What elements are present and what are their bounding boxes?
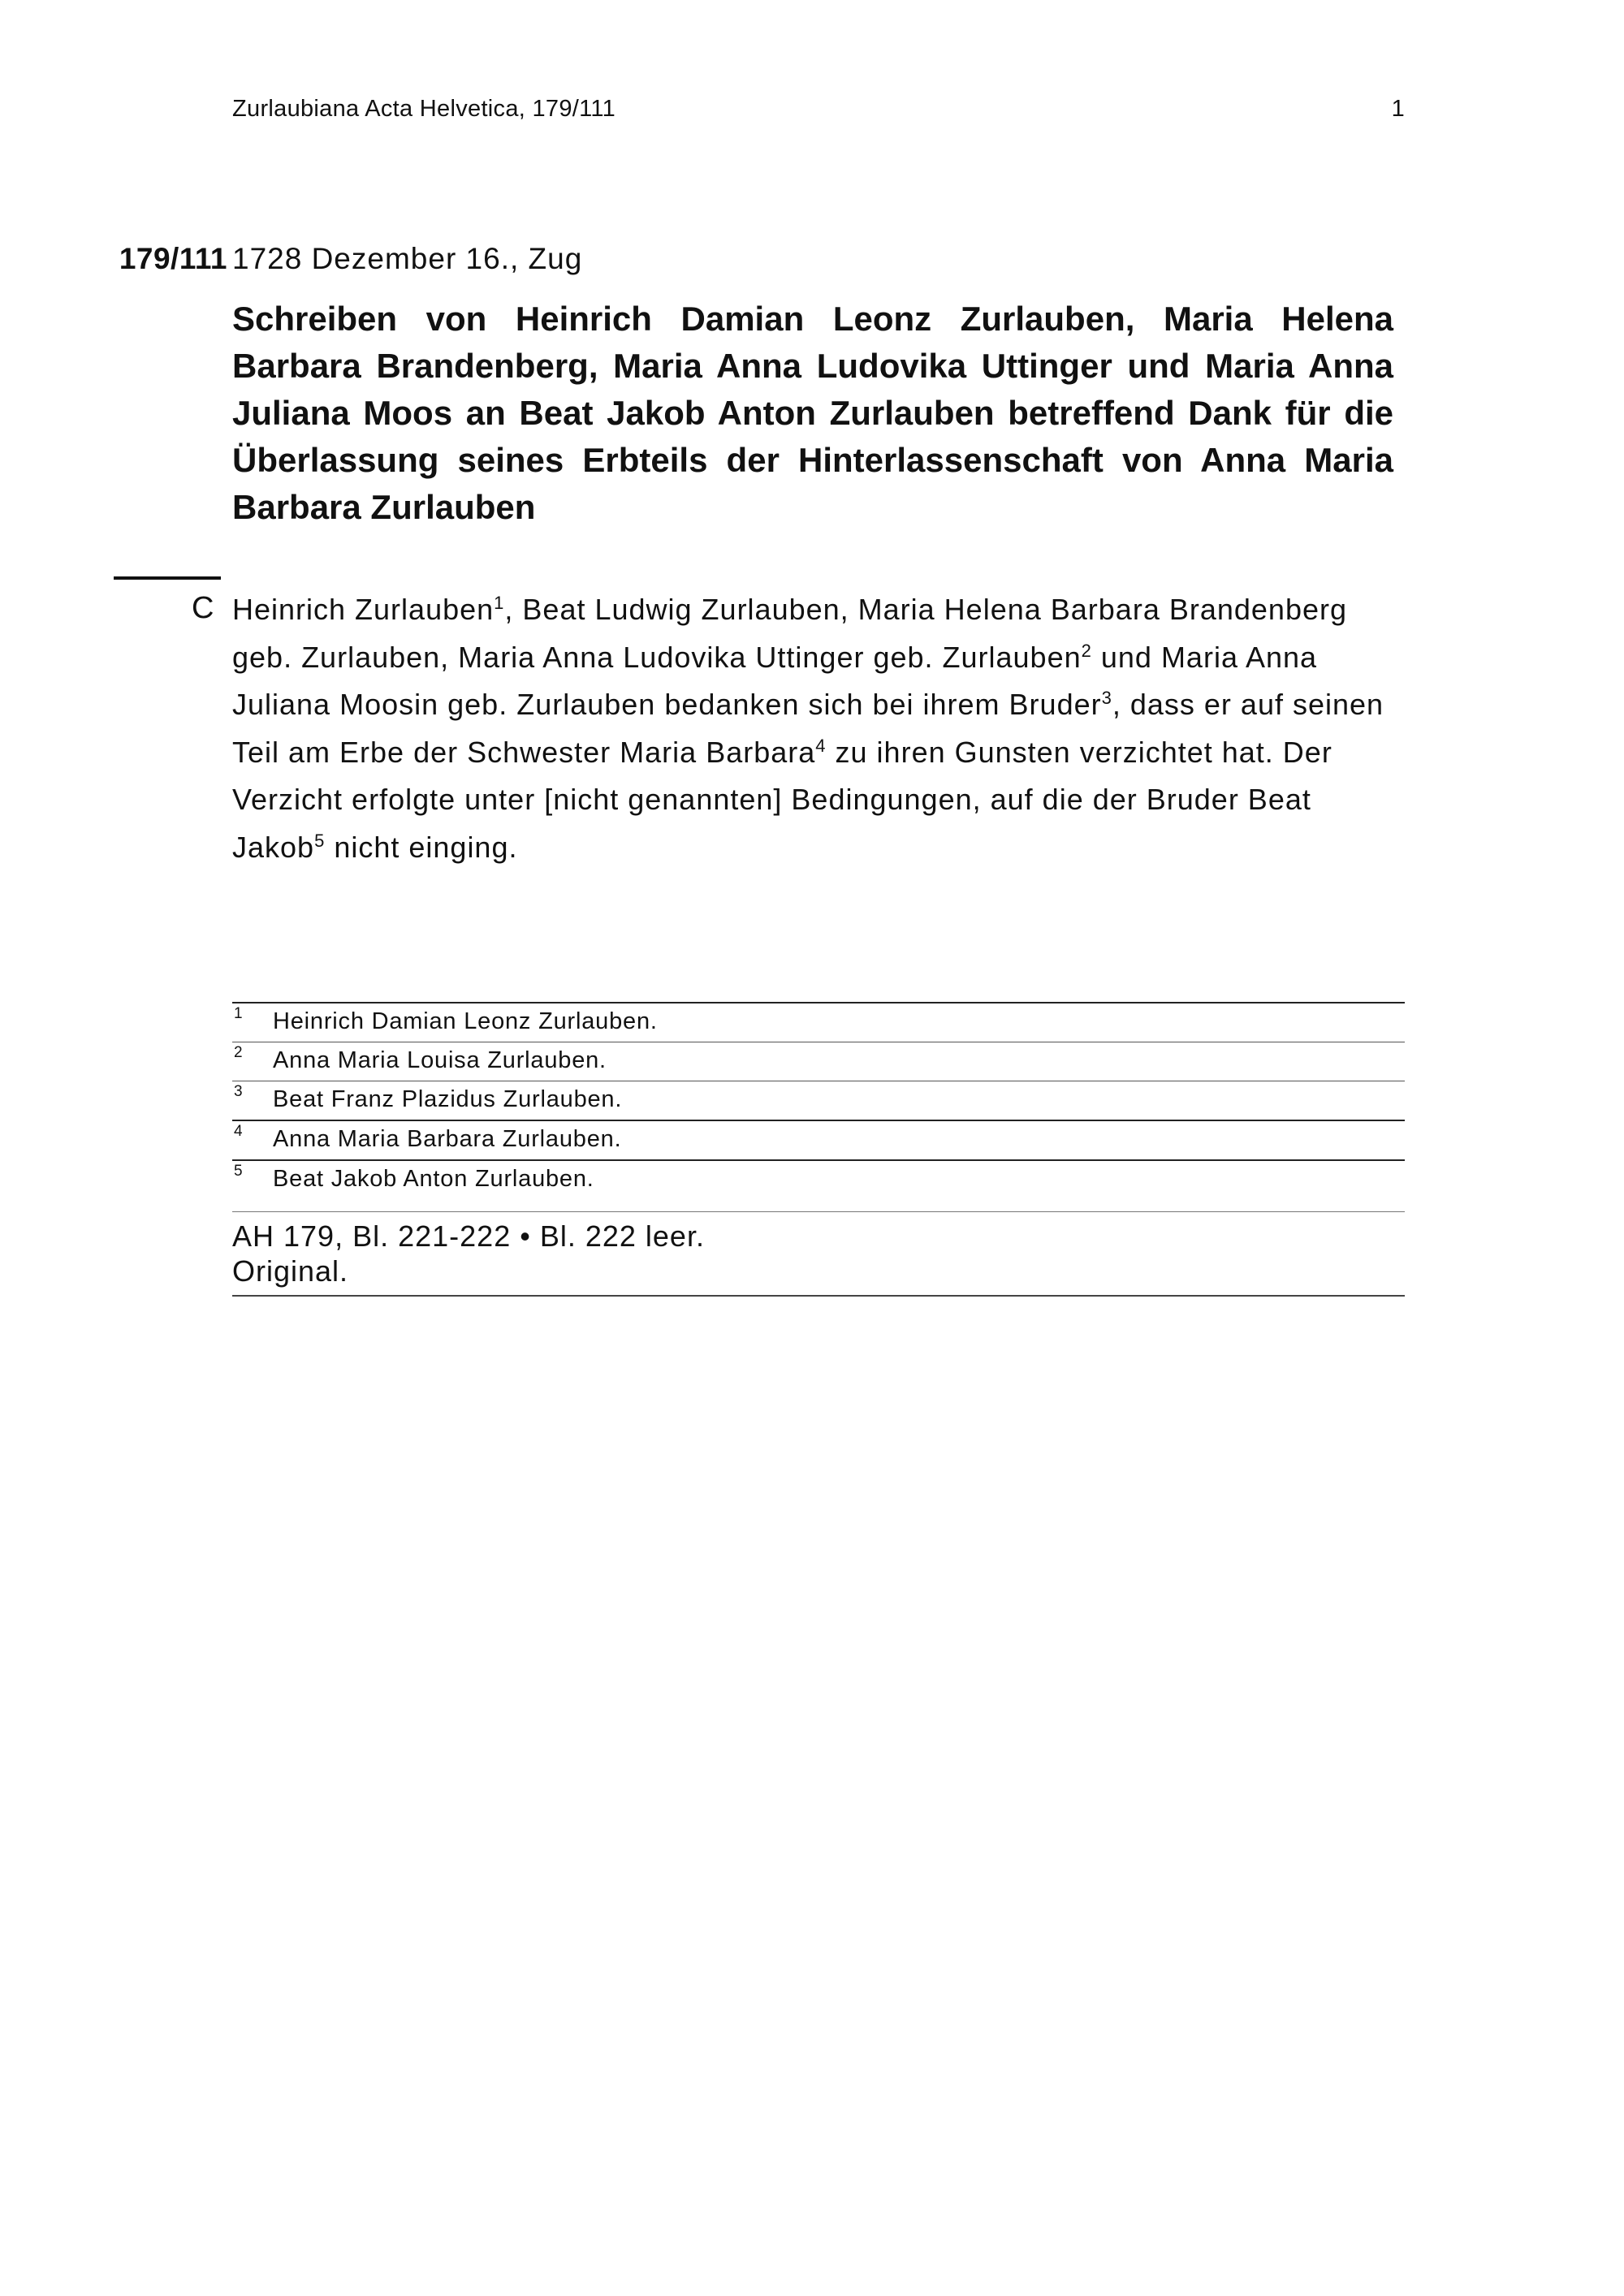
footnote (232, 1161, 1405, 1199)
footnote-reference[interactable]: 1 (494, 593, 505, 613)
footnotes (232, 1002, 1405, 1199)
footnote-mark: 4 (234, 1123, 244, 1140)
running-header (232, 96, 1405, 128)
source-signature: AH 179, Bl. 221-222 • Bl. 222 leer. (232, 1219, 705, 1253)
abstract-text: nicht einging. (325, 830, 518, 864)
footnote-text: Heinrich Damian Leonz Zurlauben. (273, 1008, 658, 1034)
abstract-text: und Maria Anna Juliana Moosin geb. Zurlauben bedanken sich bei ihrem Bruder (232, 640, 1318, 721)
margin-rule (114, 576, 221, 580)
footnote-mark: 3 (234, 1083, 244, 1100)
footnote-text: Beat Jakob Anton Zurlauben. (273, 1166, 594, 1192)
footnote-reference[interactable]: 2 (1081, 640, 1092, 661)
footnote (232, 1042, 1405, 1081)
footnote (232, 1121, 1405, 1161)
footnote-mark: 1 (234, 1005, 244, 1022)
abstract-text: zu ihren Gunsten verzichtet hat. Der Verzicht erfolgte unter [nicht genannten] Bedingungen, auf die der Bruder Beat Jakob (232, 735, 1332, 864)
footnote-mark: 2 (234, 1044, 244, 1061)
footnote-reference[interactable]: 4 (815, 735, 827, 756)
document-number: 179/111 (119, 242, 227, 275)
footnote-reference[interactable]: 5 (314, 830, 326, 851)
document-date-place: 1728 Dezember 16., Zug (232, 242, 583, 275)
footnote-reference[interactable]: 3 (1101, 688, 1112, 708)
footnote-text: Anna Maria Louisa Zurlauben. (273, 1047, 607, 1073)
collection-title: Zurlaubiana Acta Helvetica, 179/111 (232, 96, 616, 122)
abstract-text: , Beat Ludwig Zurlauben, Maria Helena Barbara Brandenberg geb. Zurlauben, Maria Anna Ludovika Uttinger geb. Zurlauben (232, 593, 1348, 674)
footnote (232, 1081, 1405, 1121)
document-title: Schreiben von Heinrich Damian Leonz Zurlauben, Maria Helena Barbara Brandenberg, Maria Anna Ludovika Uttinger und Maria Anna Juliana Moos an Beat Jakob Anton Zurlauben betreffend Dank für die Überlassung seines Erbteils der Hinterlassenschaft von Anna Maria Barbara Zurlauben (232, 300, 1393, 526)
footnote-mark: 5 (234, 1163, 244, 1180)
page-number: 1 (1391, 96, 1405, 122)
classification-marker: C (192, 591, 214, 625)
footnote (232, 1003, 1405, 1042)
footnote-text: Anna Maria Barbara Zurlauben. (273, 1126, 622, 1152)
footnote-text: Beat Franz Plazidus Zurlauben. (273, 1086, 623, 1112)
abstract (232, 586, 1410, 871)
abstract-text: , dass er auf seinen Teil am Erbe der Schwester Maria Barbara (232, 688, 1384, 769)
source-type: Original. (232, 1254, 349, 1288)
source-information (232, 1211, 1405, 1297)
abstract-text: Heinrich Zurlauben (232, 593, 495, 626)
